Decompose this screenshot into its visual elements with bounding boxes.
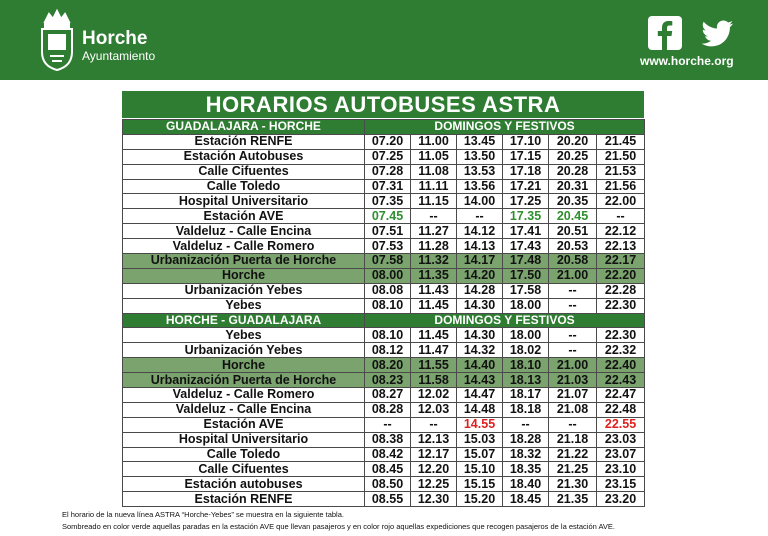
departure-time: 11.35 — [411, 268, 457, 283]
bus-schedule-table — [122, 119, 645, 507]
departure-time: 17.50 — [503, 268, 549, 283]
departure-time: 21.07 — [549, 388, 597, 403]
departure-time: -- — [549, 343, 597, 358]
departure-time: 23.15 — [597, 477, 645, 492]
departure-time: 22.12 — [597, 224, 645, 239]
departure-time: 23.10 — [597, 462, 645, 477]
departure-time: -- — [365, 417, 411, 432]
departure-time: 21.30 — [549, 477, 597, 492]
section-header-row — [123, 120, 645, 135]
departure-time: 14.47 — [457, 388, 503, 403]
departure-time: 21.25 — [549, 462, 597, 477]
table-row — [123, 402, 645, 417]
departure-time: 14.43 — [457, 373, 503, 388]
departure-time: 13.56 — [457, 179, 503, 194]
brand-subtitle: Ayuntamiento — [82, 49, 156, 63]
footnote-1: El horario de la nueva línea ASTRA “Horche-Yebes” se muestra en la siguiente tabla. — [62, 510, 344, 519]
departure-time: 15.15 — [457, 477, 503, 492]
stop-name: Horche — [123, 268, 365, 283]
departure-time: 21.35 — [549, 492, 597, 507]
table-row — [123, 283, 645, 298]
stop-name: Valdeluz - Calle Encina — [123, 402, 365, 417]
departure-time: 20.53 — [549, 239, 597, 254]
departure-time: 11.47 — [411, 343, 457, 358]
departure-time: 07.35 — [365, 194, 411, 209]
departure-time: 23.07 — [597, 447, 645, 462]
departure-time: 07.45 — [365, 209, 411, 224]
departure-time: 18.45 — [503, 492, 549, 507]
table-row — [123, 492, 645, 507]
departure-time: 20.51 — [549, 224, 597, 239]
departure-time: 13.50 — [457, 149, 503, 164]
departure-time: 23.20 — [597, 492, 645, 507]
departure-time: 21.22 — [549, 447, 597, 462]
departure-time: 07.20 — [365, 134, 411, 149]
stop-name: Yebes — [123, 298, 365, 313]
departure-time: 11.32 — [411, 254, 457, 269]
departure-time: 22.30 — [597, 298, 645, 313]
departure-time: 08.12 — [365, 343, 411, 358]
stop-name: Estación RENFE — [123, 134, 365, 149]
departure-time: 12.25 — [411, 477, 457, 492]
stop-name: Calle Cifuentes — [123, 164, 365, 179]
table-row — [123, 298, 645, 313]
departure-time: -- — [549, 328, 597, 343]
section-header-row — [123, 313, 645, 328]
departure-time: 11.45 — [411, 328, 457, 343]
departure-time: 17.18 — [503, 164, 549, 179]
table-row — [123, 134, 645, 149]
website-link[interactable]: www.horche.org — [640, 54, 734, 68]
table-row — [123, 373, 645, 388]
departure-time: 07.53 — [365, 239, 411, 254]
departure-time: 18.00 — [503, 328, 549, 343]
departure-time: 08.10 — [365, 298, 411, 313]
table-row — [123, 149, 645, 164]
table-row — [123, 268, 645, 283]
departure-time: 11.28 — [411, 239, 457, 254]
twitter-icon[interactable] — [700, 16, 734, 50]
departure-time: 15.10 — [457, 462, 503, 477]
departure-time: 18.13 — [503, 373, 549, 388]
departure-time: 22.20 — [597, 268, 645, 283]
stop-name: Urbanización Yebes — [123, 343, 365, 358]
departure-time: 07.28 — [365, 164, 411, 179]
stop-name: Calle Cifuentes — [123, 462, 365, 477]
departure-time: 14.30 — [457, 328, 503, 343]
departure-time: 14.32 — [457, 343, 503, 358]
departure-time: 20.35 — [549, 194, 597, 209]
departure-time: 17.48 — [503, 254, 549, 269]
table-row — [123, 164, 645, 179]
departure-time: 23.03 — [597, 432, 645, 447]
table-row — [123, 477, 645, 492]
departure-time: -- — [549, 417, 597, 432]
stop-name: Estación RENFE — [123, 492, 365, 507]
departure-time: 14.13 — [457, 239, 503, 254]
departure-time: 17.21 — [503, 179, 549, 194]
departure-time: 11.55 — [411, 358, 457, 373]
departure-time: 17.10 — [503, 134, 549, 149]
table-row — [123, 343, 645, 358]
departure-time: 20.45 — [549, 209, 597, 224]
table-row — [123, 358, 645, 373]
departure-time: 18.35 — [503, 462, 549, 477]
departure-time: 15.07 — [457, 447, 503, 462]
departure-time: 14.00 — [457, 194, 503, 209]
departure-time: 12.13 — [411, 432, 457, 447]
stop-name: Hospital Universitario — [123, 432, 365, 447]
departure-time: 12.02 — [411, 388, 457, 403]
departure-time: 11.11 — [411, 179, 457, 194]
departure-time: 22.17 — [597, 254, 645, 269]
site-header — [0, 0, 768, 80]
stop-name: Valdeluz - Calle Romero — [123, 239, 365, 254]
coat-of-arms-logo[interactable] — [36, 8, 78, 72]
departure-time: 12.20 — [411, 462, 457, 477]
stop-name: Estación Autobuses — [123, 149, 365, 164]
stop-name: Horche — [123, 358, 365, 373]
departure-time: 07.51 — [365, 224, 411, 239]
departure-time: 20.28 — [549, 164, 597, 179]
departure-time: 15.20 — [457, 492, 503, 507]
departure-time: 15.03 — [457, 432, 503, 447]
departure-time: 20.20 — [549, 134, 597, 149]
departure-time: 21.18 — [549, 432, 597, 447]
departure-time: 21.50 — [597, 149, 645, 164]
table-row — [123, 432, 645, 447]
departure-time: 22.43 — [597, 373, 645, 388]
departure-time: 11.00 — [411, 134, 457, 149]
stop-name: Calle Toledo — [123, 447, 365, 462]
departure-time: 07.25 — [365, 149, 411, 164]
departure-time: 08.20 — [365, 358, 411, 373]
stop-name: Urbanización Puerta de Horche — [123, 373, 365, 388]
service-days: DOMINGOS Y FESTIVOS — [365, 313, 645, 328]
departure-time: 20.25 — [549, 149, 597, 164]
departure-time: 18.10 — [503, 358, 549, 373]
stop-name: Calle Toledo — [123, 179, 365, 194]
footnote-2: Sombreado en color verde aquellas paradas en la estación AVE que llevan pasajeros y en color rojo aquellas expediciones que recogen pasajeros de la estación AVE. — [62, 522, 615, 531]
departure-time: 22.55 — [597, 417, 645, 432]
page-title: HORARIOS AUTOBUSES ASTRA — [122, 91, 644, 118]
table-row — [123, 417, 645, 432]
departure-time: 13.45 — [457, 134, 503, 149]
departure-time: 21.45 — [597, 134, 645, 149]
stop-name: Valdeluz - Calle Encina — [123, 224, 365, 239]
departure-time: 18.40 — [503, 477, 549, 492]
facebook-icon[interactable] — [648, 16, 682, 50]
stop-name: Estación AVE — [123, 209, 365, 224]
departure-time: -- — [503, 417, 549, 432]
departure-time: 22.48 — [597, 402, 645, 417]
table-row — [123, 254, 645, 269]
departure-time: 12.17 — [411, 447, 457, 462]
table-row — [123, 388, 645, 403]
departure-time: 17.25 — [503, 194, 549, 209]
departure-time: -- — [549, 298, 597, 313]
route-name: GUADALAJARA - HORCHE — [123, 120, 365, 135]
departure-time: 08.10 — [365, 328, 411, 343]
departure-time: 14.30 — [457, 298, 503, 313]
departure-time: 08.28 — [365, 402, 411, 417]
departure-time: 14.40 — [457, 358, 503, 373]
departure-time: 14.48 — [457, 402, 503, 417]
departure-time: 08.00 — [365, 268, 411, 283]
stop-name: Urbanización Puerta de Horche — [123, 254, 365, 269]
departure-time: 12.30 — [411, 492, 457, 507]
departure-time: 11.27 — [411, 224, 457, 239]
departure-time: 14.17 — [457, 254, 503, 269]
departure-time: 17.15 — [503, 149, 549, 164]
departure-time: 21.00 — [549, 268, 597, 283]
departure-time: 21.53 — [597, 164, 645, 179]
departure-time: 11.58 — [411, 373, 457, 388]
departure-time: 18.18 — [503, 402, 549, 417]
departure-time: 22.40 — [597, 358, 645, 373]
table-row — [123, 462, 645, 477]
departure-time: 22.32 — [597, 343, 645, 358]
departure-time: -- — [457, 209, 503, 224]
departure-time: -- — [549, 283, 597, 298]
departure-time: 08.23 — [365, 373, 411, 388]
stop-name: Hospital Universitario — [123, 194, 365, 209]
table-row — [123, 447, 645, 462]
stop-name: Valdeluz - Calle Romero — [123, 388, 365, 403]
table-row — [123, 179, 645, 194]
departure-time: 14.20 — [457, 268, 503, 283]
departure-time: 08.45 — [365, 462, 411, 477]
departure-time: 22.00 — [597, 194, 645, 209]
departure-time: 11.43 — [411, 283, 457, 298]
stop-name: Estación autobuses — [123, 477, 365, 492]
departure-time: 08.55 — [365, 492, 411, 507]
departure-time: 20.31 — [549, 179, 597, 194]
departure-time: 08.50 — [365, 477, 411, 492]
departure-time: 21.56 — [597, 179, 645, 194]
departure-time: 20.58 — [549, 254, 597, 269]
departure-time: 11.45 — [411, 298, 457, 313]
departure-time: 11.05 — [411, 149, 457, 164]
stop-name: Urbanización Yebes — [123, 283, 365, 298]
departure-time: 17.41 — [503, 224, 549, 239]
departure-time: 08.08 — [365, 283, 411, 298]
departure-time: 18.32 — [503, 447, 549, 462]
departure-time: 11.15 — [411, 194, 457, 209]
brand-name: Horche — [82, 28, 148, 49]
departure-time: -- — [411, 417, 457, 432]
departure-time: 14.12 — [457, 224, 503, 239]
route-name: HORCHE - GUADALAJARA — [123, 313, 365, 328]
departure-time: -- — [411, 209, 457, 224]
departure-time: 21.08 — [549, 402, 597, 417]
departure-time: 22.28 — [597, 283, 645, 298]
departure-time: 13.53 — [457, 164, 503, 179]
departure-time: 18.00 — [503, 298, 549, 313]
departure-time: 22.13 — [597, 239, 645, 254]
departure-time: 22.30 — [597, 328, 645, 343]
departure-time: 18.28 — [503, 432, 549, 447]
departure-time: 17.43 — [503, 239, 549, 254]
table-row — [123, 209, 645, 224]
stop-name: Estación AVE — [123, 417, 365, 432]
departure-time: 18.02 — [503, 343, 549, 358]
departure-time: 21.00 — [549, 358, 597, 373]
departure-time: 11.08 — [411, 164, 457, 179]
departure-time: 21.03 — [549, 373, 597, 388]
departure-time: 07.58 — [365, 254, 411, 269]
departure-time: 07.31 — [365, 179, 411, 194]
service-days: DOMINGOS Y FESTIVOS — [365, 120, 645, 135]
departure-time: 18.17 — [503, 388, 549, 403]
table-row — [123, 194, 645, 209]
departure-time: 14.55 — [457, 417, 503, 432]
table-row — [123, 224, 645, 239]
departure-time: 22.47 — [597, 388, 645, 403]
departure-time: 17.35 — [503, 209, 549, 224]
departure-time: 08.38 — [365, 432, 411, 447]
stop-name: Yebes — [123, 328, 365, 343]
table-row — [123, 328, 645, 343]
departure-time: -- — [597, 209, 645, 224]
table-row — [123, 239, 645, 254]
departure-time: 14.28 — [457, 283, 503, 298]
departure-time: 08.27 — [365, 388, 411, 403]
departure-time: 08.42 — [365, 447, 411, 462]
departure-time: 17.58 — [503, 283, 549, 298]
departure-time: 12.03 — [411, 402, 457, 417]
